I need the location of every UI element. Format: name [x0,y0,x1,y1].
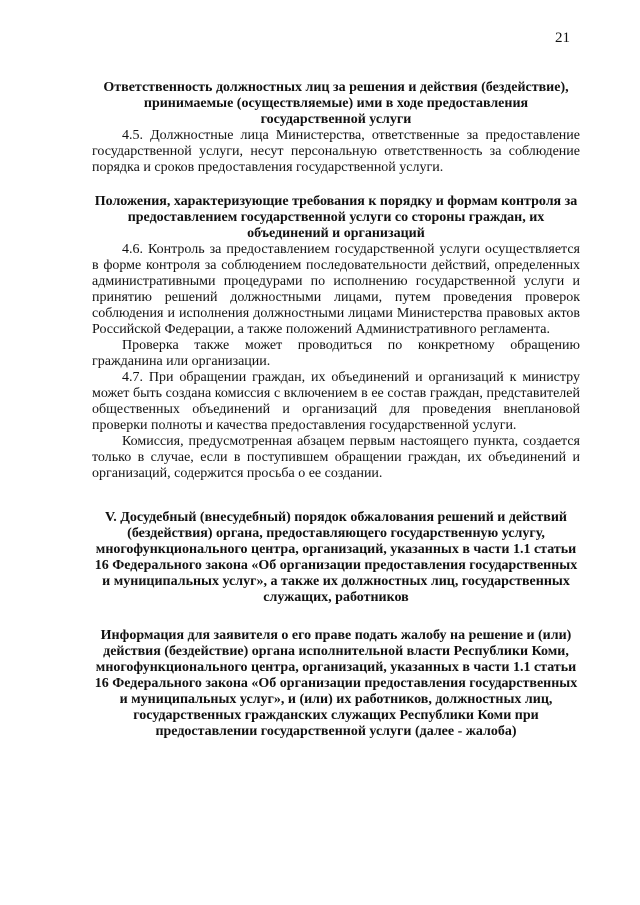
paragraph-commission: Комиссия, предусмотренная абзацем первым настоящего пункта, создается только в случае, если в поступившем обращении граждан, их объединений и организаций, содержится просьба о ее создании. [92,434,580,481]
heading-section-v: V. Досудебный (внесудебный) порядок обжалования решений и действий (бездействия) органа, предоставляющего государственную услугу, многофункционального центра, организаций, указанных в части 1.1 статьи 16 Федерального закона «Об организации предоставления государственных и муниципальных услуг», а также их должностных лиц, государственных служащих, работников [94,510,578,605]
paragraph-inspection: Проверка также может проводиться по конкретному обращению гражданина или организации. [92,338,580,369]
paragraph-4-5: 4.5. Должностные лица Министерства, ответственные за предоставление государственной услуги, несут персональную ответственность за соблюдение порядка и сроков предоставления государственной услуги. [92,128,580,175]
page-number: 21 [555,30,570,46]
heading-complaint-info: Информация для заявителя о его праве подать жалобу на решение и (или) действия (бездействие) органа исполнительной власти Республики Коми, многофункционального центра, организаций, указанных в части 1.1 статьи 16 Федерального закона «Об организации предоставления государственных и муниципальных услуг», и (или) их работников, должностных лиц, государственных гражданских служащих Республики Коми при предоставлении государственной услуги (далее - жалоба) [94,628,578,739]
heading-control-requirements: Положения, характеризующие требования к порядку и формам контроля за предоставлением государственной услуги со стороны граждан, их объединений и организаций [94,194,578,241]
paragraph-4-6: 4.6. Контроль за предоставлением государственной услуги осуществляется в форме контроля за соблюдением последовательности действий, определенных административными процедурами по исполнению государственной услуги и принятию решений должностными лицами, путем проведения проверок соблюдения и исполнения должностными лицами Министерства правовых актов Российской Федерации, а также положений Административного регламента. [92,242,580,337]
page-content [92,80,580,740]
heading-responsibility: Ответственность должностных лиц за решения и действия (бездействие), принимаемые (осуществляемые) ими в ходе предоставления государственной услуги [103,80,569,127]
paragraph-4-7: 4.7. При обращении граждан, их объединений и организаций к министру может быть создана комиссия с включением в ее состав граждан, представителей общественных объединений и организаций для проведения внеплановой проверки полноты и качества предоставления государственной услуги. [92,370,580,433]
